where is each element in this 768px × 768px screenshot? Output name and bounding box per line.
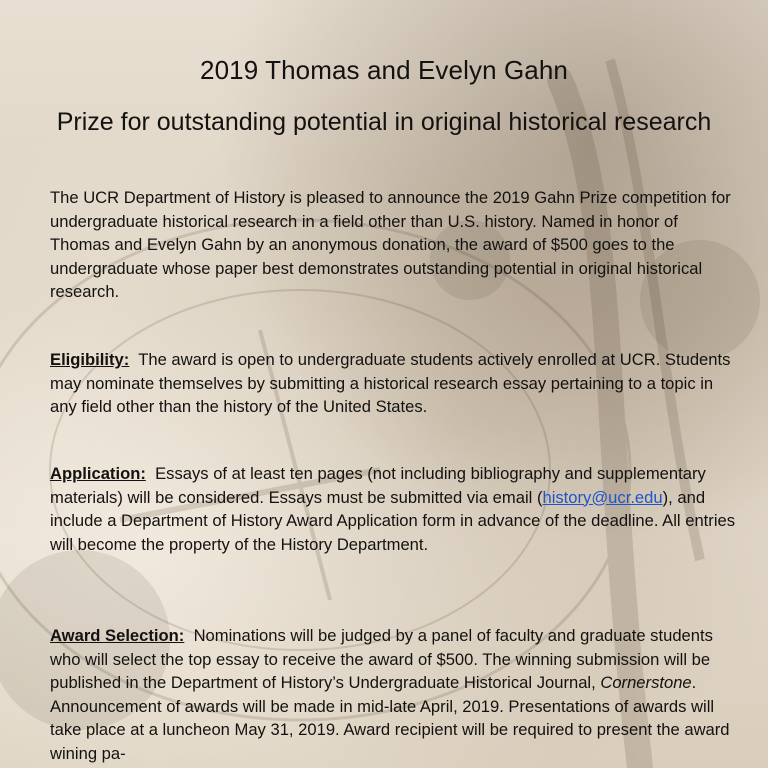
- intro-text: The UCR Department of History is pleased to announce the 2019 Gahn Prize competition for undergraduate historical research in a field other than U.S. history. Named in honor of Thomas and Evelyn Gahn by an anonymous donation, the award of $500 goes to the undergraduate whose paper best demonstrates outstanding potential in original historical research.: [50, 188, 731, 301]
- application-heading: Application:: [50, 464, 146, 483]
- award-selection-heading: Award Selection:: [50, 626, 185, 645]
- eligibility-paragraph: [50, 348, 740, 419]
- eligibility-text: The award is open to undergraduate students actively enrolled at UCR. Students may nominate themselves by submitting a historical research essay pertaining to a topic in any field other than the history of the United States.: [50, 350, 731, 416]
- email-link[interactable]: history@ucr.edu: [542, 487, 663, 507]
- application-text-after: ), and include a Department of History Award Application form in advance of the deadline. All entries will become the property of the History Department.: [50, 487, 736, 554]
- journal-name: Cornerstone: [600, 673, 692, 692]
- award-selection-text-before: Nominations will be judged by a panel of faculty and graduate students who will select the top essay to receive the award of $500. The winning submission will be published in the Department of History’s Undergraduate Historical Journal,: [50, 626, 713, 692]
- flyer-subtitle: Prize for outstanding potential in original historical research: [56, 108, 712, 136]
- eligibility-heading: Eligibility:: [50, 350, 130, 369]
- application-text-before: Essays of at least ten pages (not including bibliography and supplementary materials) will be considered. Essays must be submitted via email (: [50, 464, 706, 507]
- flyer-title: 2019 Thomas and Evelyn Gahn: [200, 55, 568, 85]
- intro-paragraph: [50, 186, 740, 304]
- application-paragraph: [50, 462, 740, 556]
- award-selection-paragraph: [50, 624, 740, 765]
- award-selection-text-after: . Announcement of awards will be made in mid-late April, 2019. Presentations of awards will take place at a luncheon May 31, 2019. Award recipient will be required to present the award wining pa-: [50, 673, 730, 763]
